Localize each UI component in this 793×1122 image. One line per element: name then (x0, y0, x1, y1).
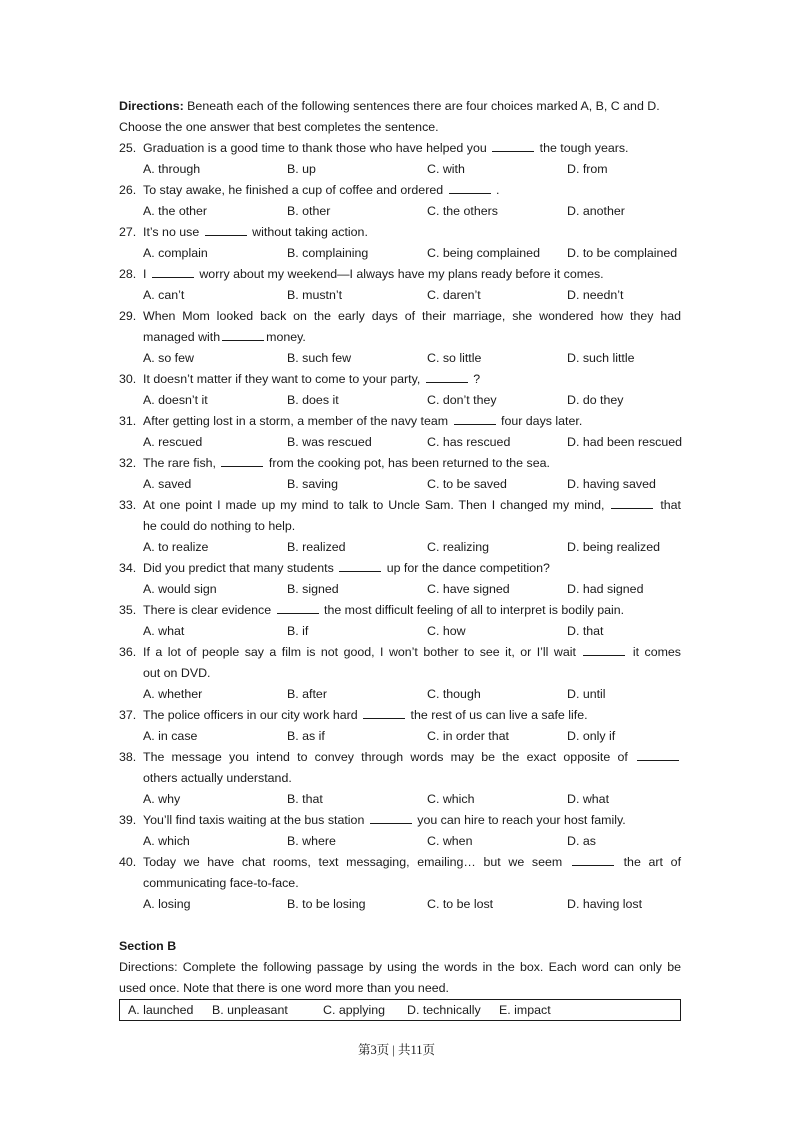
spacer (119, 915, 681, 936)
question-item (119, 369, 681, 411)
answer-option[interactable]: A. whether (143, 687, 203, 701)
answer-option[interactable]: C. have signed (427, 582, 510, 596)
answer-option[interactable]: C. in order that (427, 729, 509, 743)
question-text-pre: The police officers in our city work hard (143, 708, 358, 722)
answer-blank[interactable] (277, 601, 319, 614)
question-item (119, 705, 681, 747)
question-stem-continued: communicating face-to-face. (143, 876, 299, 890)
answer-blank[interactable] (363, 706, 405, 719)
question-item (119, 558, 681, 600)
answer-option[interactable]: D. having saved (567, 477, 656, 491)
answer-option[interactable]: C. the others (427, 204, 498, 218)
question-stem (119, 600, 681, 621)
answer-option[interactable]: C. how (427, 624, 466, 638)
answer-option[interactable]: D. what (567, 792, 610, 806)
question-number: 37. (119, 708, 137, 722)
answer-blank[interactable] (426, 370, 468, 383)
question-number: 38. (119, 750, 137, 764)
option-row (119, 831, 681, 852)
question-item (119, 600, 681, 642)
answer-blank[interactable] (221, 454, 263, 467)
answer-option[interactable]: C. daren’t (427, 288, 481, 302)
question-item (119, 264, 681, 306)
option-row (119, 537, 681, 558)
question-text (143, 138, 681, 159)
answer-option[interactable]: C. to be saved (427, 477, 507, 491)
question-stem (119, 306, 681, 327)
word-box-item: B. unpleasant (212, 1003, 288, 1017)
answer-option[interactable]: A. rescued (143, 435, 203, 449)
question-item (119, 306, 681, 369)
question-text-post: money. (266, 330, 306, 344)
question-stem (119, 810, 681, 831)
question-stem (119, 180, 681, 201)
question-stem (119, 264, 681, 285)
question-item (119, 138, 681, 180)
question-stem (119, 642, 681, 663)
question-item (119, 747, 681, 810)
answer-option[interactable]: D. do they (567, 393, 624, 407)
question-text-pre: At one point I made up my mind to talk to Uncle Sam. Then I changed my mind, (143, 498, 605, 512)
answer-option[interactable]: D. that (567, 624, 604, 638)
answer-option[interactable]: A. to realize (143, 540, 209, 554)
option-row (119, 684, 681, 705)
answer-option[interactable]: C. has rescued (427, 435, 511, 449)
answer-option[interactable]: B. saving (287, 477, 338, 491)
answer-option[interactable]: A. saved (143, 477, 192, 491)
option-row (119, 579, 681, 600)
answer-option[interactable]: A. through (143, 162, 201, 176)
answer-option[interactable]: B. up (287, 162, 316, 176)
answer-option[interactable]: C. realizing (427, 540, 489, 554)
question-stem (119, 453, 681, 474)
option-row (119, 789, 681, 810)
answer-option[interactable]: B. where (287, 834, 336, 848)
answer-blank[interactable] (339, 559, 381, 572)
question-item (119, 810, 681, 852)
word-box-item: E. impact (499, 1003, 551, 1017)
option-row (119, 201, 681, 222)
question-text-pre: To stay awake, he finished a cup of coffee and ordered (143, 183, 444, 197)
question-stem-continued (119, 327, 681, 348)
answer-option[interactable]: C. with (427, 162, 465, 176)
question-item (119, 852, 681, 915)
section-b-title: Section B (119, 939, 177, 953)
word-box (119, 999, 681, 1021)
question-text-pre: It doesn’t matter if they want to come to your party, (143, 372, 421, 386)
word-box-item: C. applying (323, 1003, 385, 1017)
section-b-directions-2: used once. Note that there is one word more than you need. (119, 981, 449, 995)
directions-text: Beneath each of the following sentences there are four choices marked A, B, C and D. (187, 99, 660, 113)
question-stem (119, 747, 681, 768)
answer-option[interactable]: D. had signed (567, 582, 644, 596)
question-text (143, 810, 681, 831)
question-text (143, 180, 681, 201)
question-text-post: ? (473, 372, 481, 386)
answer-option[interactable]: D. as (567, 834, 596, 848)
option-row (119, 474, 681, 495)
answer-option[interactable]: C. to be lost (427, 897, 494, 911)
answer-option[interactable]: A. losing (143, 897, 191, 911)
question-text (143, 852, 681, 873)
section-b-directions-1: Directions: Complete the following passage by using the words in the box. Each word can only be (119, 960, 681, 974)
answer-option[interactable]: D. being realized (567, 540, 660, 554)
question-number: 31. (119, 414, 137, 428)
answer-option[interactable]: A. can’t (143, 288, 185, 302)
question-stem (119, 495, 681, 516)
question-text-post: the tough years. (539, 141, 629, 155)
question-stem (119, 852, 681, 873)
answer-option[interactable]: D. needn’t (567, 288, 624, 302)
answer-option[interactable]: C. don’t they (427, 393, 497, 407)
question-text (143, 747, 681, 768)
question-item (119, 642, 681, 705)
answer-option[interactable]: B. such few (287, 351, 352, 365)
question-text-pre: managed with (143, 330, 221, 344)
question-stem (119, 222, 681, 243)
answer-option[interactable]: A. which (143, 834, 190, 848)
answer-option[interactable]: B. mustn’t (287, 288, 343, 302)
question-text (143, 453, 681, 474)
answer-option[interactable]: B. after (287, 687, 327, 701)
option-row (119, 432, 681, 453)
answer-option[interactable]: D. another (567, 204, 625, 218)
answer-option[interactable]: B. does it (287, 393, 339, 407)
question-text-post: it comes (632, 645, 682, 659)
question-text (143, 495, 681, 516)
question-stem (119, 138, 681, 159)
answer-option[interactable]: C. being complained (427, 246, 540, 260)
question-text-post: up for the dance competition? (386, 561, 550, 575)
question-item (119, 180, 681, 222)
question-text-post: from the cooking pot, has been returned to the sea. (268, 456, 550, 470)
question-number: 30. (119, 372, 137, 386)
question-text-post: . (496, 183, 500, 197)
question-text-pre: Today we have chat rooms, text messaging, emailing… but we seem (143, 855, 563, 869)
answer-option[interactable]: A. why (143, 792, 181, 806)
answer-option[interactable]: C. though (427, 687, 481, 701)
question-number: 27. (119, 225, 137, 239)
question-text-pre: Graduation is a good time to thank those who have helped you (143, 141, 487, 155)
answer-option[interactable]: D. such little (567, 351, 635, 365)
directions-line-1 (119, 96, 681, 117)
answer-option[interactable]: B. that (287, 792, 323, 806)
exam-page (119, 96, 681, 1021)
question-text (143, 642, 681, 663)
answer-blank[interactable] (370, 811, 412, 824)
question-text (143, 600, 681, 621)
question-number: 26. (119, 183, 137, 197)
word-box-item: D. technically (407, 1003, 481, 1017)
answer-option[interactable]: C. when (427, 834, 473, 848)
question-text-post: the most difficult feeling of all to interpret is bodily pain. (324, 603, 625, 617)
question-text-pre: I (143, 267, 147, 281)
question-item (119, 495, 681, 558)
answer-option[interactable]: B. signed (287, 582, 339, 596)
question-number: 32. (119, 456, 137, 470)
answer-blank[interactable] (583, 643, 625, 656)
answer-option[interactable]: D. had been rescued (567, 435, 683, 449)
question-text-pre: You’ll find taxis waiting at the bus station (143, 813, 365, 827)
question-number: 40. (119, 855, 137, 869)
option-row (119, 894, 681, 915)
option-row (119, 390, 681, 411)
answer-option[interactable]: B. complaining (287, 246, 369, 260)
answer-option[interactable]: A. in case (143, 729, 198, 743)
answer-blank[interactable] (611, 496, 653, 509)
question-item (119, 222, 681, 264)
directions-line-2: Choose the one answer that best completes the sentence. (119, 120, 439, 134)
question-number: 34. (119, 561, 137, 575)
question-number: 35. (119, 603, 137, 617)
answer-option[interactable]: B. realized (287, 540, 346, 554)
answer-option[interactable]: D. having lost (567, 897, 643, 911)
answer-option[interactable]: A. what (143, 624, 185, 638)
page-footer: 第3页 | 共11页 (357, 1043, 436, 1057)
answer-option[interactable]: A. doesn’t it (143, 393, 208, 407)
answer-blank[interactable] (205, 223, 247, 236)
question-text-pre: The rare fish, (143, 456, 216, 470)
question-number: 25. (119, 141, 137, 155)
answer-blank[interactable] (449, 181, 491, 194)
question-text-pre: The message you intend to convey through words may be the exact opposite of (143, 750, 628, 764)
answer-option[interactable]: B. if (287, 624, 309, 638)
answer-option[interactable]: B. was rescued (287, 435, 372, 449)
question-text (143, 264, 681, 285)
option-row (119, 285, 681, 306)
question-stem-continued: out on DVD. (143, 666, 211, 680)
answer-option[interactable]: A. the other (143, 204, 208, 218)
question-text-pre: If a lot of people say a film is not good, I won’t bother to see it, or I’ll wait (143, 645, 576, 659)
option-row (119, 159, 681, 180)
question-text: When Mom looked back on the early days of their marriage, she wondered how they had (143, 309, 681, 323)
question-text (143, 705, 681, 726)
question-text-post: four days later. (501, 414, 583, 428)
answer-blank[interactable] (454, 412, 496, 425)
question-number: 36. (119, 645, 137, 659)
question-text-pre: After getting lost in a storm, a member of the navy team (143, 414, 449, 428)
option-row (119, 726, 681, 747)
question-number: 39. (119, 813, 137, 827)
directions-label: Directions: (119, 99, 184, 113)
question-text-post: that (660, 498, 681, 512)
question-text (143, 558, 681, 579)
answer-option[interactable]: B. other (287, 204, 331, 218)
question-text (143, 369, 681, 390)
question-stem (119, 705, 681, 726)
answer-option[interactable]: D. from (567, 162, 608, 176)
question-text (143, 222, 681, 243)
answer-blank[interactable] (492, 139, 534, 152)
question-item (119, 453, 681, 495)
question-text-pre: There is clear evidence (143, 603, 272, 617)
question-item (119, 411, 681, 453)
answer-blank[interactable] (572, 853, 614, 866)
question-stem (119, 558, 681, 579)
question-number: 33. (119, 498, 137, 512)
question-text-pre: Did you predict that many students (143, 561, 334, 575)
answer-option[interactable]: C. so little (427, 351, 482, 365)
answer-option[interactable]: D. only if (567, 729, 616, 743)
answer-option[interactable]: D. to be complained (567, 246, 678, 260)
answer-option[interactable]: C. which (427, 792, 475, 806)
question-number: 28. (119, 267, 137, 281)
answer-option[interactable]: A. complain (143, 246, 208, 260)
word-box-item: A. launched (128, 1003, 194, 1017)
question-number: 29. (119, 309, 137, 323)
answer-option[interactable]: A. so few (143, 351, 194, 365)
question-text (143, 411, 681, 432)
question-text-post: without taking action. (252, 225, 368, 239)
question-list (119, 138, 681, 915)
answer-blank[interactable] (222, 328, 264, 341)
option-row (119, 243, 681, 264)
question-text-post: the art of (623, 855, 682, 869)
option-row (119, 348, 681, 369)
option-row (119, 621, 681, 642)
question-stem (119, 411, 681, 432)
answer-blank[interactable] (152, 265, 194, 278)
question-stem-continued: others actually understand. (143, 771, 292, 785)
answer-option[interactable]: D. until (567, 687, 606, 701)
answer-option[interactable]: B. as if (287, 729, 325, 743)
question-text-post: the rest of us can live a safe life. (410, 708, 588, 722)
question-text-post: worry about my weekend—I always have my plans ready before it comes. (199, 267, 604, 281)
question-text-post: you can hire to reach your host family. (417, 813, 626, 827)
question-text-pre: It’s no use (143, 225, 200, 239)
question-stem-continued: he could do nothing to help. (143, 519, 296, 533)
answer-blank[interactable] (637, 748, 679, 761)
question-stem (119, 369, 681, 390)
answer-option[interactable]: B. to be losing (287, 897, 366, 911)
answer-option[interactable]: A. would sign (143, 582, 217, 596)
